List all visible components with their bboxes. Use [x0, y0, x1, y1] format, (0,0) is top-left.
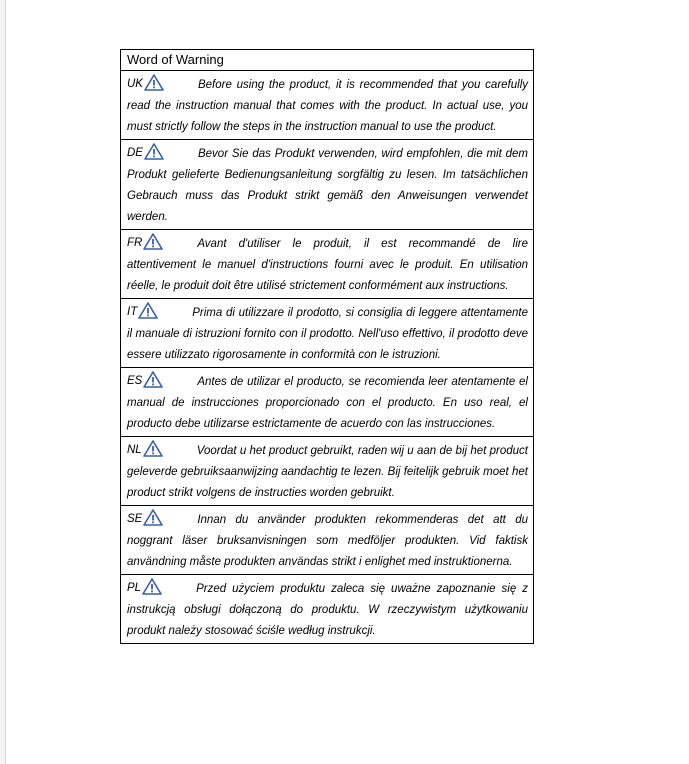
warning-text: Voordat u het product gebruikt, raden wij u aan de bij het product geleverde gebruiksaanwijzing aandachtig te lezen. Bij feitelijk gebruik moet het product strikt volgens de instructies worden gebruikt.: [127, 445, 528, 499]
warning-text: Avant d'utiliser le produit, il est recommandé de lire attentivement le manuel d'instructions fourni avec le produit. En utilisation réelle, le produit doit être utilisé strictement conformément aux instructions.: [127, 238, 528, 292]
warning-paragraph: [127, 143, 528, 228]
warning-row-es: [121, 368, 533, 437]
warning-paragraph: [127, 233, 528, 297]
warning-row-pl: [121, 575, 533, 643]
warning-paragraph: [127, 74, 528, 138]
language-code: UK: [127, 78, 143, 90]
warning-paragraph: [127, 509, 528, 573]
warning-text: Przed użyciem produktu zaleca się uważne zapoznanie się z instrukcją obsługi dołączoną do produktu. W rzeczywistym użytkowaniu produkt należy stosować ściśle według instrukcji.: [127, 583, 528, 637]
warning-text: Bevor Sie das Produkt verwenden, wird empfohlen, die mit dem Produkt gelieferte Bedienungsanleitung sorgfältig zu lesen. Im tatsächlichen Gebrauch muss das Produkt strikt gemäß den Anweisungen verwendet werden.: [127, 148, 528, 223]
document-page: [5, 0, 689, 764]
language-code: DE: [127, 147, 143, 159]
language-code: SE: [127, 513, 143, 525]
warning-triangle-icon: [143, 371, 163, 388]
warning-row-fr: [121, 230, 533, 299]
warning-triangle-icon: [144, 74, 164, 91]
warning-triangle-icon: [138, 302, 158, 319]
warning-row-se: [121, 506, 533, 575]
warning-triangle-icon: [143, 233, 163, 250]
warning-table: [120, 49, 534, 644]
warning-row-nl: [121, 437, 533, 506]
warning-row-de: [121, 140, 533, 230]
warning-text: Antes de utilizar el producto, se recomienda leer atentamente el manual de instrucciones proporcionado con el producto. En uso real, el producto debe utilizarse estrictamente de acuerdo con las instrucciones.: [127, 376, 528, 430]
warning-triangle-icon: [142, 578, 162, 595]
warning-text: Before using the product, it is recommended that you carefully read the instruction manual that comes with the product. In actual use, you must strictly follow the steps in the instruction manual to use the product.: [127, 79, 528, 133]
language-code: PL: [127, 582, 142, 594]
warning-paragraph: [127, 302, 528, 366]
language-code: NL: [127, 444, 142, 456]
language-code: FR: [127, 237, 143, 249]
warning-triangle-icon: [143, 509, 163, 526]
language-code: ES: [127, 375, 143, 387]
warning-row-uk: [121, 71, 533, 140]
warning-text: Innan du använder produkten rekommenderas det att du noggrant läser bruksanvisningen som medföljer produkten. Vid faktisk användning måste produkten användas strikt i enlighet med instruktionerna.: [127, 514, 528, 568]
warning-text: Prima di utilizzare il prodotto, si consiglia di leggere attentamente il manuale di istruzioni fornito con il prodotto. Nell'uso effettivo, il prodotto deve essere utilizzato rigorosamente in conformità con le istruzioni.: [127, 307, 528, 361]
warning-paragraph: [127, 440, 528, 504]
warning-row-it: [121, 299, 533, 368]
language-code: IT: [127, 306, 138, 318]
table-title: Word of Warning: [121, 50, 533, 71]
warning-triangle-icon: [143, 440, 163, 457]
warning-paragraph: [127, 371, 528, 435]
warning-triangle-icon: [144, 143, 164, 160]
warning-paragraph: [127, 578, 528, 642]
